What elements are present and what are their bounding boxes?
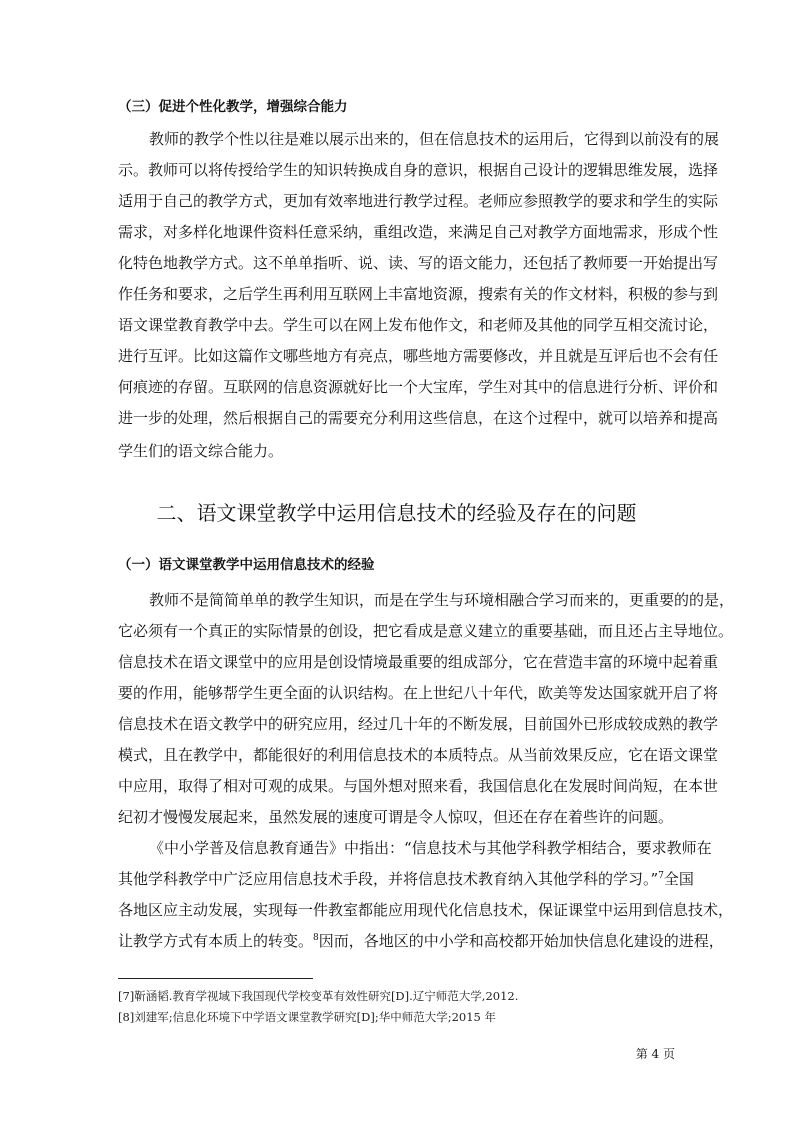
paragraph-line: 纪初才慢慢发展起来，虽然发展的速度可谓是令人惊叹，但还在存在着些许的问题。 [118,808,674,826]
line-text: 因而，各地区的中小学和高校都开始加快信息化建设的进程， [318,932,724,950]
paragraph-line: 中应用，取得了相对可观的成果。与国外想对照来看，我国信息化在发展时间尚短，在本世 [118,777,719,795]
paragraph-line: 它必须有一个真正的实际情景的创设，把它看成是意义建立的重要基础，而且还占主导地位。 [118,622,734,640]
paragraph-line: 需求，对多样化地课件资料任意采纳，重组改造，来满足自己对教学方面地需求，形成个性 [118,223,719,241]
paragraph-line: 信息技术在语文课堂中的应用是创设情境最重要的组成部分，它在营造丰富的环境中起着重 [118,653,719,671]
footnote: [8]刘建军;信息化环境下中学语文课堂教学研究[D];华中师范大学;2015 年 [118,1010,497,1024]
footnote: [7]靳涵韬.教育学视域下我国现代学校变革有效性研究[D].辽宁师范大学,2012. [118,989,519,1003]
paragraph-line: 进一步的处理，然后根据自己的需要充分利用这些信息，在这个过程中，就可以培养和提高 [118,409,719,427]
page-number: 第 4 页 [635,1047,675,1061]
paragraph-line: 化特色地教学方式。这不单单指听、说、读、写的语文能力，还包括了教师要一开始提出写 [118,254,719,272]
citation-ref: 8 [313,933,319,943]
paragraph-line: 各地区应主动发展，实现每一件教室都能应用现代化信息技术，保证课堂中运用到信息技术， [118,901,734,919]
paragraph-line: 示。教师可以将传授给学生的知识转换成自身的意识，根据自己设计的逻辑思维发展，选择 [118,161,719,179]
line-text: 其他学科教学中广泛应用信息技术手段，并将信息技术教育纳入其他学科的学习。” [118,870,659,888]
paragraph-line: 模式，且在教学中，都能很好的利用信息技术的本质特点。从当前效果反应，它在语文课堂 [118,746,719,764]
section-heading: （三）促进个性化教学，增强综合能力 [118,99,348,115]
paragraph-line: 作任务和要求，之后学生再利用互联网上丰富地资源，搜索有关的作文材料，积极的参与到 [118,285,719,303]
paragraph-line: 何痕迹的存留。互联网的信息资源就好比一个大宝库，学生对其中的信息进行分析、评价和 [118,378,719,396]
paragraph-line: 信息技术在语文教学中的研究应用，经过几十年的不断发展，目前国外已形成较成熟的教学 [118,715,719,733]
line-text: 全国 [663,870,694,888]
paragraph-line: 教师的教学个性以往是难以展示出来的，但在信息技术的运用后，它得到以前没有的展 [149,130,720,148]
paragraph-line: 教师不是简简单单的教学生知识，而是在学生与环境相融合学习而来的，更重要的的是， [149,591,735,609]
paragraph-line: 语文课堂教育教学中去。学生可以在网上发布他作文，和老师及其他的同学互相交流讨论， [118,316,719,334]
paragraph-line: 适用于自己的教学方式，更加有效率地进行教学过程。老师应参照教学的要求和学生的实际 [118,192,719,210]
paragraph-line-with-citation [118,869,694,889]
paragraph-line: 进行互评。比如这篇作文哪些地方有亮点，哪些地方需要修改，并且就是互评后也不会有任 [118,347,719,365]
paragraph-line-with-citation [118,931,724,951]
paragraph-line: 《中小学普及信息教育通告》中指出：“信息技术与其他学科教学相结合，要求教师在 [149,839,712,857]
footnote-separator [118,978,313,979]
citation-ref: 7 [658,871,664,881]
chapter-title: 二、语文课堂教学中运用信息技术的经验及存在的问题 [156,501,637,525]
paragraph-line: 要的作用，能够帮学生更全面的认识结构。在上世纪八十年代，欧美等发达国家就开启了将 [118,684,719,702]
section-heading: （一）语文课堂教学中运用信息技术的经验 [118,557,375,573]
line-text: 让教学方式有本质上的转变。 [118,932,314,950]
paragraph-line: 学生们的语文综合能力。 [118,442,284,460]
